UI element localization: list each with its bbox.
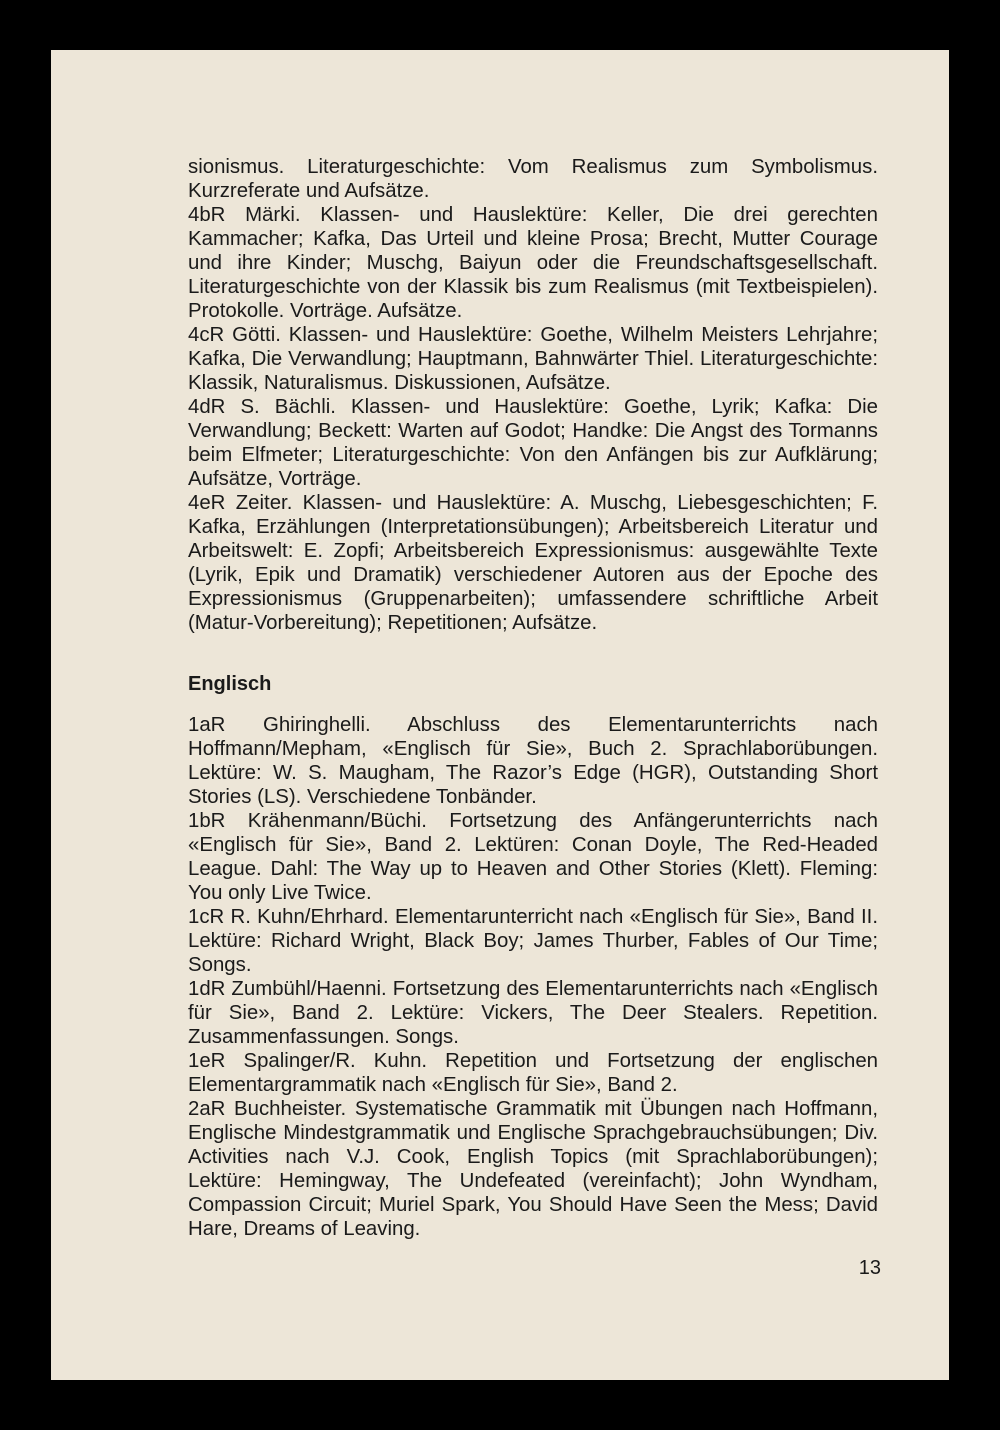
- paragraph-deutsch-4cR: 4cR Götti. Klassen- und Hauslektüre: Goethe, Wilhelm Meisters Lehrjahre; Kafka, Die Verwandlung; Hauptmann, Bahnwärter Thiel. Literaturgeschichte: Klassik, Naturalismus. Diskussionen, Aufsätze.: [188, 324, 878, 394]
- document-page: [51, 50, 949, 1380]
- paragraph-deutsch-4eR: 4eR Zeiter. Klassen- und Hauslektüre: A. Muschg, Liebesgeschichten; F. Kafka, Erzählungen (Interpretationsübungen); Arbeitsbereich Literatur und Arbeitswelt: E. Zopfi; Arbeitsbereich Expressionismus: ausgewählte Texte (Lyrik, Epik und Dramatik) verschiedener Autoren aus der Epoche des Expressionismus (Gruppenarbeiten); umfassendere schriftliche Arbeit (Matur-Vorbereitung); Repetitionen; Aufsätze.: [188, 492, 878, 634]
- paragraph-englisch-2aR: 2aR Buchheister. Systematische Grammatik mit Übungen nach Hoffmann, Englische Mindestgrammatik und Englische Sprachgebrauchsübungen; Div. Activities nach V.J. Cook, English Topics (mit Sprachlaborübungen); Lektüre: Hemingway, The Undefeated (vereinfacht); John Wyndham, Compassion Circuit; Muriel Spark, You Should Have Seen the Mess; David Hare, Dreams of Leaving.: [188, 1098, 878, 1240]
- paragraph-deutsch-1: sionismus. Literaturgeschichte: Vom Realismus zum Symbolismus. Kurzreferate und Aufsätze.: [188, 156, 878, 202]
- paragraph-englisch-1aR: 1aR Ghiringhelli. Abschluss des Elementarunterrichts nach Hoffmann/Mepham, «Englisch für Sie», Buch 2. Sprachlaborübungen. Lektüre: W. S. Maugham, The Razor’s Edge (HGR), Outstanding Short Stories (LS). Verschiedene Tonbänder.: [188, 714, 878, 808]
- page-number: 13: [858, 1257, 881, 1279]
- page-content: [188, 155, 878, 1241]
- paragraph-englisch-1eR: 1eR Spalinger/R. Kuhn. Repetition und Fortsetzung der englischen Elementargrammatik nach «Englisch für Sie», Band 2.: [188, 1050, 878, 1096]
- paragraph-englisch-1dR: 1dR Zumbühl/Haenni. Fortsetzung des Elementarunterrichts nach «Englisch für Sie», Band 2. Lektüre: Vickers, The Deer Stealers. Repetition. Zusammenfassungen. Songs.: [188, 978, 878, 1048]
- paragraph-deutsch-4dR: 4dR S. Bächli. Klassen- und Hauslektüre: Goethe, Lyrik; Kafka: Die Verwandlung; Beckett: Warten auf Godot; Handke: Die Angst des Tormanns beim Elfmeter; Literaturgeschichte: Von den Anfängen bis zur Aufklärung; Aufsätze, Vorträge.: [188, 396, 878, 490]
- paragraph-deutsch-4bR: 4bR Märki. Klassen- und Hauslektüre: Keller, Die drei gerechten Kammacher; Kafka, Das Urteil und kleine Prosa; Brecht, Mutter Courage und ihre Kinder; Muschg, Baiyun oder die Freundschaftsgesellschaft. Literaturgeschichte von der Klassik bis zum Realismus (mit Textbeispielen). Protokolle. Vorträge. Aufsätze.: [188, 204, 878, 322]
- paragraph-englisch-1cR: 1cR R. Kuhn/Ehrhard. Elementarunterricht nach «Englisch für Sie», Band II. Lektüre: Richard Wright, Black Boy; James Thurber, Fables of Our Time; Songs.: [188, 906, 878, 976]
- paragraph-englisch-1bR: 1bR Krähenmann/Büchi. Fortsetzung des Anfängerunterrichts nach «Englisch für Sie», Band 2. Lektüren: Conan Doyle, The Red-Headed League. Dahl: The Way up to Heaven and Other Stories (Klett). Fleming: You only Live Twice.: [188, 810, 878, 904]
- section-heading-englisch: Englisch: [188, 673, 272, 695]
